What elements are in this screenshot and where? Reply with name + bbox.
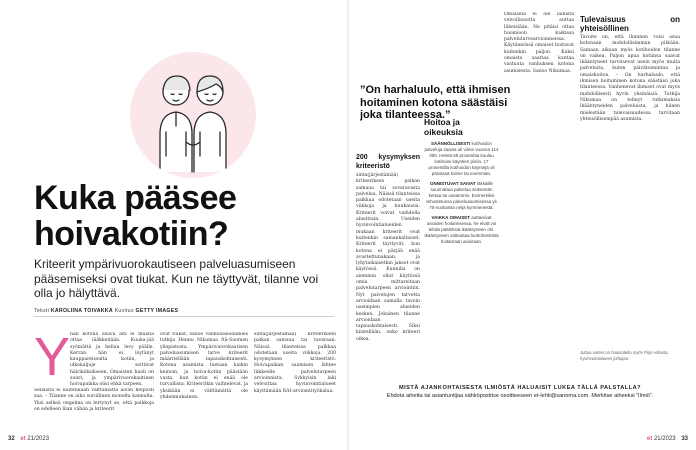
body-column-2: ovat tiukat, sanoo vanhusasiodamies tutkija Hennu Nikumaa Itä-Suomen yliopistosta. Ympärivuorokautisen palveluasumisen tarve kriteerit määritellään tapauskohtaisesti. Kotona asumista tuetaan kaikin keinoin, ja hoiva-kotiin päästään vasta, kun kotiin ei enää ole turvallista. Kriteeritkin vaihtelevat, ja yksikään ei välttämättä ole yhdenmukainen. [160,332,248,400]
column-1-subhead: 200 kysymyksen kriteeristö [356,154,420,170]
right-page-column-3 [580,12,680,347]
promo-text: Ehdota aihetta tai asiantuntijaa sähköpostitse osoitteeseen et-lehti@sanoma.com. Merkitse aiheeksi ”Ilmiö”. [386,393,654,399]
byline-author: KAROLIINA TOIVAKKA [50,308,113,314]
sidebar-item-label: SÄÄNNÖLLISESTI [430,141,471,146]
reader-promo-box [360,384,680,400]
byline-photo-label: Kuvitus [114,308,134,314]
elderly-couple-illustration [130,52,256,178]
sidebar-item-label: ONNISTUVAT SAIVAT [430,181,476,186]
couple-line-drawing [130,52,256,178]
sidebar-item [424,181,499,211]
article-ingress: Kriteerit ympärivuorokautiseen palveluasumiseen pääsemiseksi ovat tiukat. Kun ne täyttyvät, tilanne voi olla jo hälyttävä. [34,257,319,300]
left-magazine-logo: et [20,436,26,442]
byline [34,308,334,314]
sidebar-item [424,215,499,245]
sidebar-title: Hoitoa ja oikeuksia [424,117,463,137]
right-issue: 21/2023 [653,436,676,442]
pull-quote: ”On harhaluulo, että ihmisen hoitaminen kotona säästäisi joka tilanteessa.” [360,84,511,121]
left-page-footer [8,436,49,442]
byline-photo: GETTY IMAGES [135,308,179,314]
column-3-text: Tavoite on, että ihminen voisi asua kotonaan mahdollisimman pitkään. Samaan aikaan myös kotihoidon tilanne on vaikea. Paljon apua kotiinsa saavat ikääntyneet tarvitsevat usein myös muita palveluita, kuten päivätoimintaa ja omaishoitoa. – On harhaluulo, että ihmisen hoitaminen kotona säästäisi joka tilanteessa. Vanhenevat ihmiset ovat myös mahdollisesti hyvin yksinäisiä. Tutkija Nikumaa on tehnyt tutkimuksia ikääntyneiden palveluista, ja hänen mielestään tulevaisuudessa tarvitaan yhteisöllisempää asumista. [580,35,680,122]
fact-sidebar [424,118,499,313]
promo-heading: MISTÄ AJANKOHTAISESTA ILMIÖSTÄ HALUAISIT LUKEA TÄLLÄ PALSTALLA? [398,385,642,391]
right-page-footer [647,436,688,442]
sidebar-item-text: kotihoidon palveluja saavia oli viime vuonna 114 000. Heistä 59 prosenttia kuuluu kotihoito käyntien piiriin. 17 prosentilla kotihoidon käyntejä oli päivässä kolme tai enemmän. [424,141,499,176]
column-1-text: sinta(järjestämää) kriteeriksen palkan samaua tai sovaravasta palvelua. Näissä tilanteissa palkkaa odotetaan useita viikkoja ja kuukausia. Kriteerit voivat vaihdella alueittain. Useiden hyvinvointialueiden mukaan kriteerit ovat kuitenkin samankaltaiset. Kriteerit täyttyvät, kun kotona ei pärjää enää avustettunakaan, ja lyhytaikaisetkin jaksot ovat käytössä. Kunnilla on aiemmin ollut käytössä omia mittareitaan palvelutarpeen arviointiin. Nyt palvelujen tarvetta arvioidaan samalla tavoin useimpien alueiden kesken. Jokainen tilanne arvioidaan tapauskohtaisesti. Siksi kiistellään, onko kriteeri oikea. [356,173,420,342]
column-3-subhead: Tulevaisuus on yhteisöllinen [580,15,680,33]
sidebar-item-label: VAIKKA OMAISET [431,215,470,220]
right-page-column-2 [504,12,574,377]
byline-divider [34,316,334,317]
right-page-number: 33 [681,436,688,442]
left-issue: 21/2023 [27,436,50,442]
page-gutter [347,0,349,450]
column-2-text: Omaisilla ei ole laillista velvollisuutta auttaa läheisiään. Ne pitäisi ottaa huomioon kaikissa palvelutarvearvioinneissa. Käytännössä omaiset hoitavat kuitenkin paljon. Kaksi omaista saattaa kantaa vastuuta vanhuksen kotona asumisesta. Sanoo Nikumaa. [504,12,574,74]
sidebar-item-text: auttaisivat asioiden hoitamisessa, he eivät voi tehdä päätöksiä ikääntyneen ohi. Ikääntyneen valtuuttaa luottohenkilöä hoitamaan asioitaan. [424,215,499,244]
sidebar-item [424,141,499,177]
body-column-1: hän kotona asuva äiti ei muista ottaa lääkkeitään. Kuuka-jää syömättä ja hellan levy päälle. Kerran hän ei löytänyt kauppareissulta kotiin, ja ulkokaljuje soittivat häiriköksikseen. Omaisten huoli on suuri, ja ympärivuorokautinen hoivapaikka olisi ehkä tarpeen. [70,332,154,388]
right-page-column-1 [356,150,420,375]
right-magazine-logo: et [646,436,653,442]
left-page-number: 32 [8,436,15,442]
body-column-1-continued: Sellaista ei kuitenkaan välttämättä aivan helposti saa. – Tilanne on aika surullinen monelta kannalta. Yksi selkeä ongelma on lertynyt se, että paikkoja on edelleen liian vähän ja kriteerit [34,388,154,412]
byline-text-label: Teksti [34,308,50,314]
article-footnote: Juttua varten on haastateltu myös Pirjo Hiltusta, hyvinvointialueen johtajaa. [580,350,669,361]
drop-cap: Y [34,327,71,387]
article-headline: Kuka pääsee hoivakotiin? [34,179,237,253]
sidebar-item-text: läkkäille suunnattua palvelua seitsemän kertaa tai useammin. Esimerkiksi tehostetussa palveluasumisessa yli 75-vuotiaista neljä kymmenestä. [426,181,497,210]
body-column-3: sinta(järjestämää) kriteeriksen palkan samaua tai tavaraan. Näissä tilanteissa palkkaa odotetaan useita viikkoja. 200 kysymyksen kriteeristö. Hoivapaikan saamisen lähtee liikkeelle palvelutarpeen arvioinnista. Sykkyisin laki velvoittaa hyvinvointialueet käyttämään RAI-arviointityökalua. [254,332,336,394]
